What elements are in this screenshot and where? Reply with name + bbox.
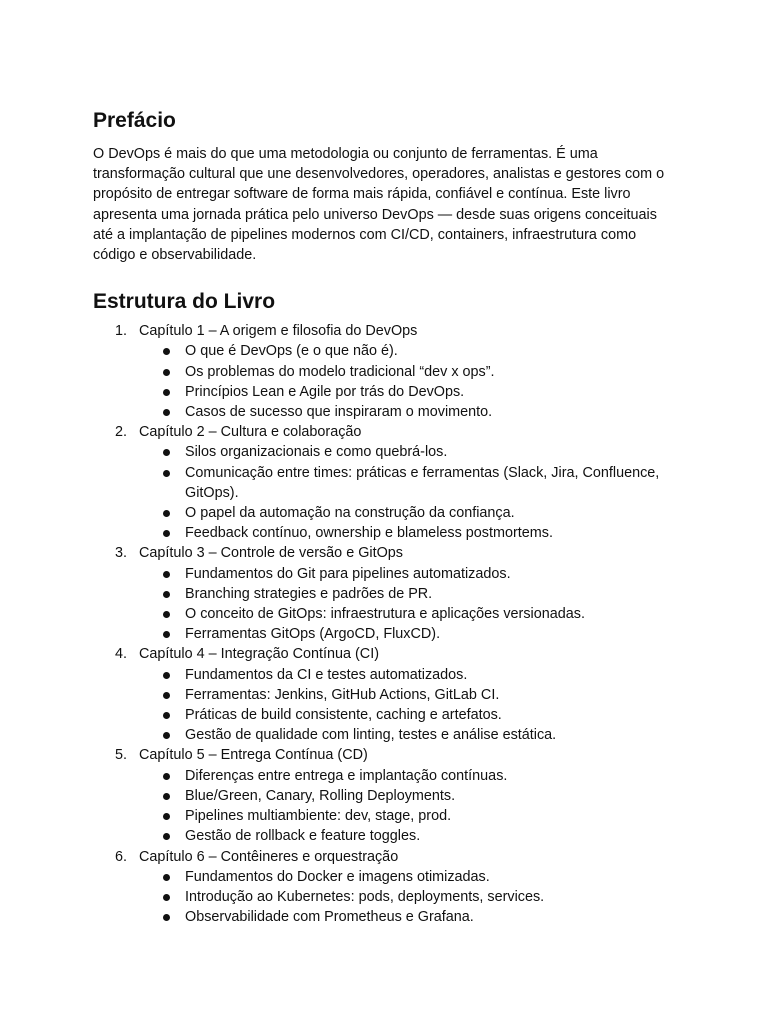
topic-text: Fundamentos da CI e testes automatizados. [185, 666, 468, 683]
list-item [93, 826, 673, 846]
list-item [93, 604, 673, 624]
list-item [93, 362, 673, 382]
bullet-icon [163, 692, 170, 699]
preface-heading: Prefácio [93, 109, 176, 132]
list-item [93, 402, 673, 422]
list-item [93, 442, 673, 462]
topic-text: Pipelines multiambiente: dev, stage, prod. [185, 808, 452, 825]
chapter-heading [93, 422, 673, 442]
topic-text: O conceito de GitOps: infraestrutura e aplicações versionadas. [185, 606, 585, 623]
list-item [93, 665, 673, 685]
chapter-number: 1. [115, 323, 128, 340]
list-item [93, 725, 673, 745]
bullet-icon [163, 571, 170, 578]
list-item [93, 685, 673, 705]
topic-text: Diferenças entre entrega e implantação contínuas. [185, 767, 508, 784]
topic-text: Casos de sucesso que inspiraram o movimento. [185, 404, 493, 421]
list-item [93, 907, 673, 927]
chapter-title: Capítulo 5 – Entrega Contínua (CD) [139, 747, 368, 764]
topic-text: Ferramentas: Jenkins, GitHub Actions, GitLab CI. [185, 686, 500, 703]
bullet-icon [163, 369, 170, 376]
bullet-icon [163, 530, 170, 537]
chapter-item [93, 543, 673, 644]
chapter-title: Capítulo 4 – Integração Contínua (CI) [139, 646, 379, 663]
topic-text: Introdução ao Kubernetes: pods, deployments, services. [185, 888, 545, 905]
chapter-title: Capítulo 1 – A origem e filosofia do DevOps [139, 323, 418, 340]
bullet-icon [163, 591, 170, 598]
topic-text: Ferramentas GitOps (ArgoCD, FluxCD). [185, 626, 441, 643]
bullet-icon [163, 894, 170, 901]
topic-text: Gestão de qualidade com linting, testes e análise estática. [185, 727, 557, 744]
chapter-heading [93, 321, 673, 341]
bullet-icon [163, 813, 170, 820]
chapter-item [93, 644, 673, 745]
topic-text: Práticas de build consistente, caching e artefatos. [185, 707, 502, 724]
list-item [93, 867, 673, 887]
topic-list [93, 665, 673, 746]
topic-text: O que é DevOps (e o que não é). [185, 343, 398, 360]
chapter-item [93, 321, 673, 422]
topic-text: Fundamentos do Git para pipelines automatizados. [185, 565, 511, 582]
topic-text: Branching strategies e padrões de PR. [185, 585, 433, 602]
chapter-number: 2. [115, 424, 128, 441]
list-item [93, 341, 673, 361]
chapter-item [93, 847, 673, 928]
chapter-title: Capítulo 2 – Cultura e colaboração [139, 424, 362, 441]
list-item [93, 523, 673, 543]
chapter-heading [93, 543, 673, 563]
chapter-list [93, 321, 673, 927]
topic-list [93, 766, 673, 847]
list-item [93, 766, 673, 786]
topic-text: Os problemas do modelo tradicional “dev x ops”. [185, 363, 495, 380]
bullet-icon [163, 914, 170, 921]
topic-text: Feedback contínuo, ownership e blameless postmortems. [185, 525, 553, 542]
document-content [93, 106, 673, 927]
chapter-item [93, 422, 673, 543]
list-item [93, 705, 673, 725]
chapter-number: 3. [115, 545, 128, 562]
bullet-icon [163, 389, 170, 396]
topic-text: Comunicação entre times: práticas e ferramentas (Slack, Jira, Confluence, GitOps). [185, 464, 660, 501]
topic-text: Princípios Lean e Agile por trás do DevOps. [185, 383, 465, 400]
bullet-icon [163, 631, 170, 638]
list-item [93, 786, 673, 806]
topic-text: O papel da automação na construção da confiança. [185, 505, 515, 522]
topic-text: Blue/Green, Canary, Rolling Deployments. [185, 787, 456, 804]
chapter-title: Capítulo 6 – Contêineres e orquestração [139, 848, 399, 865]
chapter-heading [93, 644, 673, 664]
bullet-icon [163, 833, 170, 840]
list-item [93, 382, 673, 402]
topic-list [93, 564, 673, 645]
bullet-icon [163, 773, 170, 780]
list-item [93, 806, 673, 826]
topic-list [93, 867, 673, 928]
list-item [93, 887, 673, 907]
chapter-number: 5. [115, 747, 128, 764]
bullet-icon [163, 672, 170, 679]
preface-paragraph: O DevOps é mais do que uma metodologia ou conjunto de ferramentas. É uma transformação cultural que une desenvolvedores, operadores, analistas e gestores com o propósito de entregar software de forma mais rápida, confiável e contínua. Este livro apresenta uma jornada prática pelo universo DevOps — desde suas origens conceituais até a implantação de pipelines modernos com CI/CD, containers, infraestrutura como código e observabilidade. [93, 146, 665, 264]
bullet-icon [163, 470, 170, 477]
bullet-icon [163, 732, 170, 739]
list-item [93, 584, 673, 604]
topic-text: Silos organizacionais e como quebrá-los. [185, 444, 448, 461]
topic-text: Fundamentos do Docker e imagens otimizadas. [185, 868, 490, 885]
bullet-icon [163, 409, 170, 416]
topic-list [93, 341, 673, 422]
chapter-item [93, 745, 673, 846]
bullet-icon [163, 449, 170, 456]
bullet-icon [163, 611, 170, 618]
chapter-title: Capítulo 3 – Controle de versão e GitOps [139, 545, 403, 562]
topic-text: Gestão de rollback e feature toggles. [185, 828, 421, 845]
chapter-heading [93, 847, 673, 867]
topic-list [93, 442, 673, 543]
bullet-icon [163, 793, 170, 800]
list-item [93, 624, 673, 644]
chapter-number: 4. [115, 646, 128, 663]
chapter-heading [93, 745, 673, 765]
bullet-icon [163, 712, 170, 719]
list-item [93, 564, 673, 584]
list-item [93, 503, 673, 523]
bullet-icon [163, 348, 170, 355]
chapter-number: 6. [115, 848, 128, 865]
topic-text: Observabilidade com Prometheus e Grafana. [185, 909, 474, 926]
bullet-icon [163, 510, 170, 517]
structure-heading: Estrutura do Livro [93, 290, 276, 314]
bullet-icon [163, 874, 170, 881]
list-item [93, 463, 673, 503]
